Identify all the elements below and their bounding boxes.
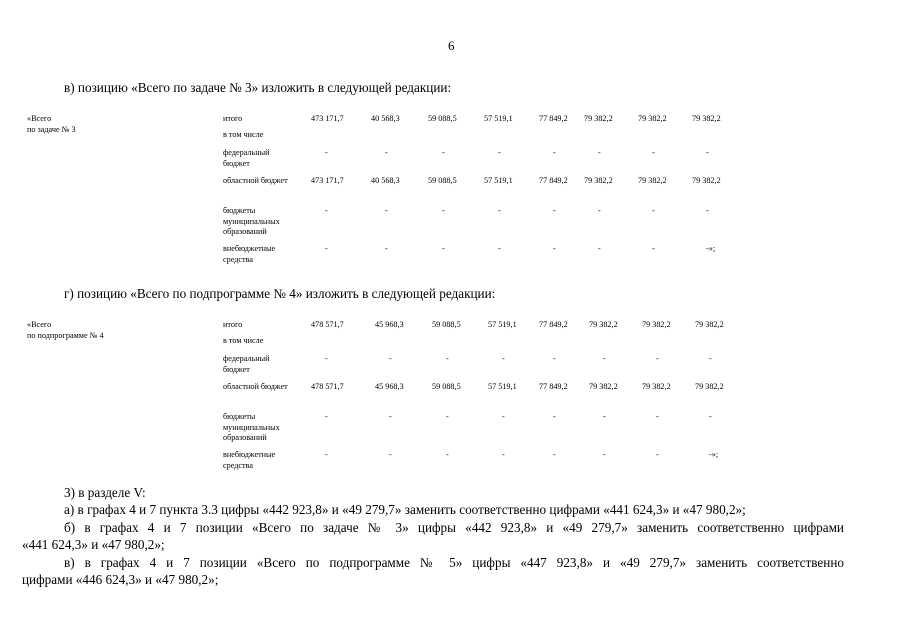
table-cell: - <box>553 244 556 253</box>
table-cell: - <box>325 354 328 363</box>
table-cell: 79 382,2 <box>638 114 667 123</box>
table-head-line: по подпрограмме № 4 <box>27 330 104 340</box>
table-cell: 77 849,2 <box>539 382 568 391</box>
table-cell: - <box>325 206 328 215</box>
item-b-line1: б) в графах 4 и 7 позиции «Всего по задаче № 3» цифры «442 923,8» и «49 279,7» заменить соответственно цифрами <box>64 520 844 535</box>
page-number: 6 <box>448 38 455 53</box>
table-cell: 473 171,7 <box>311 176 344 185</box>
row-label: внебюджетные средства <box>223 244 276 264</box>
table-cell: - <box>652 244 655 253</box>
table-cell: 478 571,7 <box>311 382 344 391</box>
table-cell: - <box>598 206 601 215</box>
table-cell: - <box>553 412 556 421</box>
table-cell: - <box>706 206 709 215</box>
table-cell: 79 382,2 <box>692 114 721 123</box>
table-cell: - <box>442 148 445 157</box>
row-label: федеральный бюджет <box>223 148 270 168</box>
item-a: а) в графах 4 и 7 пункта 3.3 цифры «442 923,8» и «49 279,7» заменить соответственно цифрами «441 624,3» и «47 980,2»; <box>64 502 746 517</box>
table-cell: - <box>656 412 659 421</box>
table-head-line: по задаче № 3 <box>27 124 76 134</box>
table-cell: - <box>385 244 388 253</box>
table-cell: - <box>325 148 328 157</box>
table-cell: 40 568,3 <box>371 176 400 185</box>
table-cell: - <box>389 354 392 363</box>
table-cell: 40 568,3 <box>371 114 400 123</box>
item-v-line2: цифрами «446 624,3» и «47 980,2»; <box>22 572 219 587</box>
table-cell: 57 519,1 <box>488 382 517 391</box>
row-label: в том числе <box>223 336 264 345</box>
table-cell: 79 382,2 <box>642 320 671 329</box>
table-cell: 79 382,2 <box>692 176 721 185</box>
table-cell: - <box>502 354 505 363</box>
table-cell: - <box>498 244 501 253</box>
section-v-heading: в) позицию «Всего по задаче № 3» изложить в следующей редакции: <box>64 80 452 95</box>
table-cell: - <box>598 244 601 253</box>
table-cell: - <box>325 244 328 253</box>
table-cell: 79 382,2 <box>642 382 671 391</box>
table-cell: - <box>553 206 556 215</box>
row-label: бюджеты муниципальных образований <box>223 206 280 236</box>
table-cell: - <box>442 206 445 215</box>
item-3: 3) в разделе V: <box>64 485 146 500</box>
table-cell: - <box>446 450 449 459</box>
table-cell: 77 849,2 <box>539 176 568 185</box>
table-cell: - <box>603 354 606 363</box>
table-cell: 473 171,7 <box>311 114 344 123</box>
row-label: внебюджетные средства <box>223 450 276 470</box>
table-cell: 79 382,2 <box>584 176 613 185</box>
item-v-line1: в) в графах 4 и 7 позиции «Всего по подпрограмме № 5» цифры «447 923,8» и «49 279,7» заменить соответственно <box>64 555 844 570</box>
table-cell: - <box>502 450 505 459</box>
table-cell: - <box>325 412 328 421</box>
row-label: бюджеты муниципальных образований <box>223 412 280 442</box>
table-cell: - <box>652 206 655 215</box>
table-cell: 59 088,5 <box>428 176 457 185</box>
table-cell: - <box>498 148 501 157</box>
table-cell: 57 519,1 <box>484 176 513 185</box>
table-cell: - <box>325 450 328 459</box>
table-cell: 79 382,2 <box>589 320 618 329</box>
table-cell: - <box>603 412 606 421</box>
table-cell: - <box>706 148 709 157</box>
row-label: итого <box>223 114 243 123</box>
table-cell: 79 382,2 <box>589 382 618 391</box>
table-cell: 77 849,2 <box>539 114 568 123</box>
table-head-line: «Всего <box>27 114 52 123</box>
row-label: областной бюджет <box>223 382 288 391</box>
table-cell: 79 382,2 <box>584 114 613 123</box>
row-label: областной бюджет <box>223 176 288 185</box>
section-g-heading: г) позицию «Всего по подпрограмме № 4» изложить в следующей редакции: <box>64 286 496 301</box>
table-cell: 59 088,5 <box>432 320 461 329</box>
table-cell: 79 382,2 <box>695 382 724 391</box>
table-cell: - <box>553 450 556 459</box>
table-cell: 478 571,7 <box>311 320 344 329</box>
table-cell: - <box>389 450 392 459</box>
table-cell: - <box>446 412 449 421</box>
table-cell: - <box>603 450 606 459</box>
table-cell: 79 382,2 <box>695 320 724 329</box>
table-cell: 45 968,3 <box>375 320 404 329</box>
item-b-line2: «441 624,3» и «47 980,2»; <box>22 537 165 552</box>
table-cell: - <box>442 244 445 253</box>
row-label: в том числе <box>223 130 264 139</box>
table-cell: 57 519,1 <box>488 320 517 329</box>
table-cell: 79 382,2 <box>638 176 667 185</box>
table-head-line: «Всего <box>27 320 52 329</box>
row-label: федеральный бюджет <box>223 354 270 374</box>
table-cell: - <box>502 412 505 421</box>
table-cell: - <box>598 148 601 157</box>
table-cell: - <box>385 148 388 157</box>
row-label: итого <box>223 320 243 329</box>
table-cell: -»; <box>709 450 719 459</box>
table-cell: - <box>446 354 449 363</box>
table-cell: - <box>652 148 655 157</box>
table-cell: 59 088,5 <box>432 382 461 391</box>
table-cell: - <box>553 354 556 363</box>
table-cell: - <box>656 354 659 363</box>
table-cell: - <box>389 412 392 421</box>
table-cell: - <box>656 450 659 459</box>
table-cell: - <box>385 206 388 215</box>
table-cell: 77 849,2 <box>539 320 568 329</box>
table-cell: - <box>709 412 712 421</box>
table-cell: - <box>709 354 712 363</box>
table-cell: - <box>498 206 501 215</box>
table-cell: 45 968,3 <box>375 382 404 391</box>
table-cell: - <box>553 148 556 157</box>
table-cell: -»; <box>706 244 716 253</box>
table-cell: 57 519,1 <box>484 114 513 123</box>
table-cell: 59 088,5 <box>428 114 457 123</box>
